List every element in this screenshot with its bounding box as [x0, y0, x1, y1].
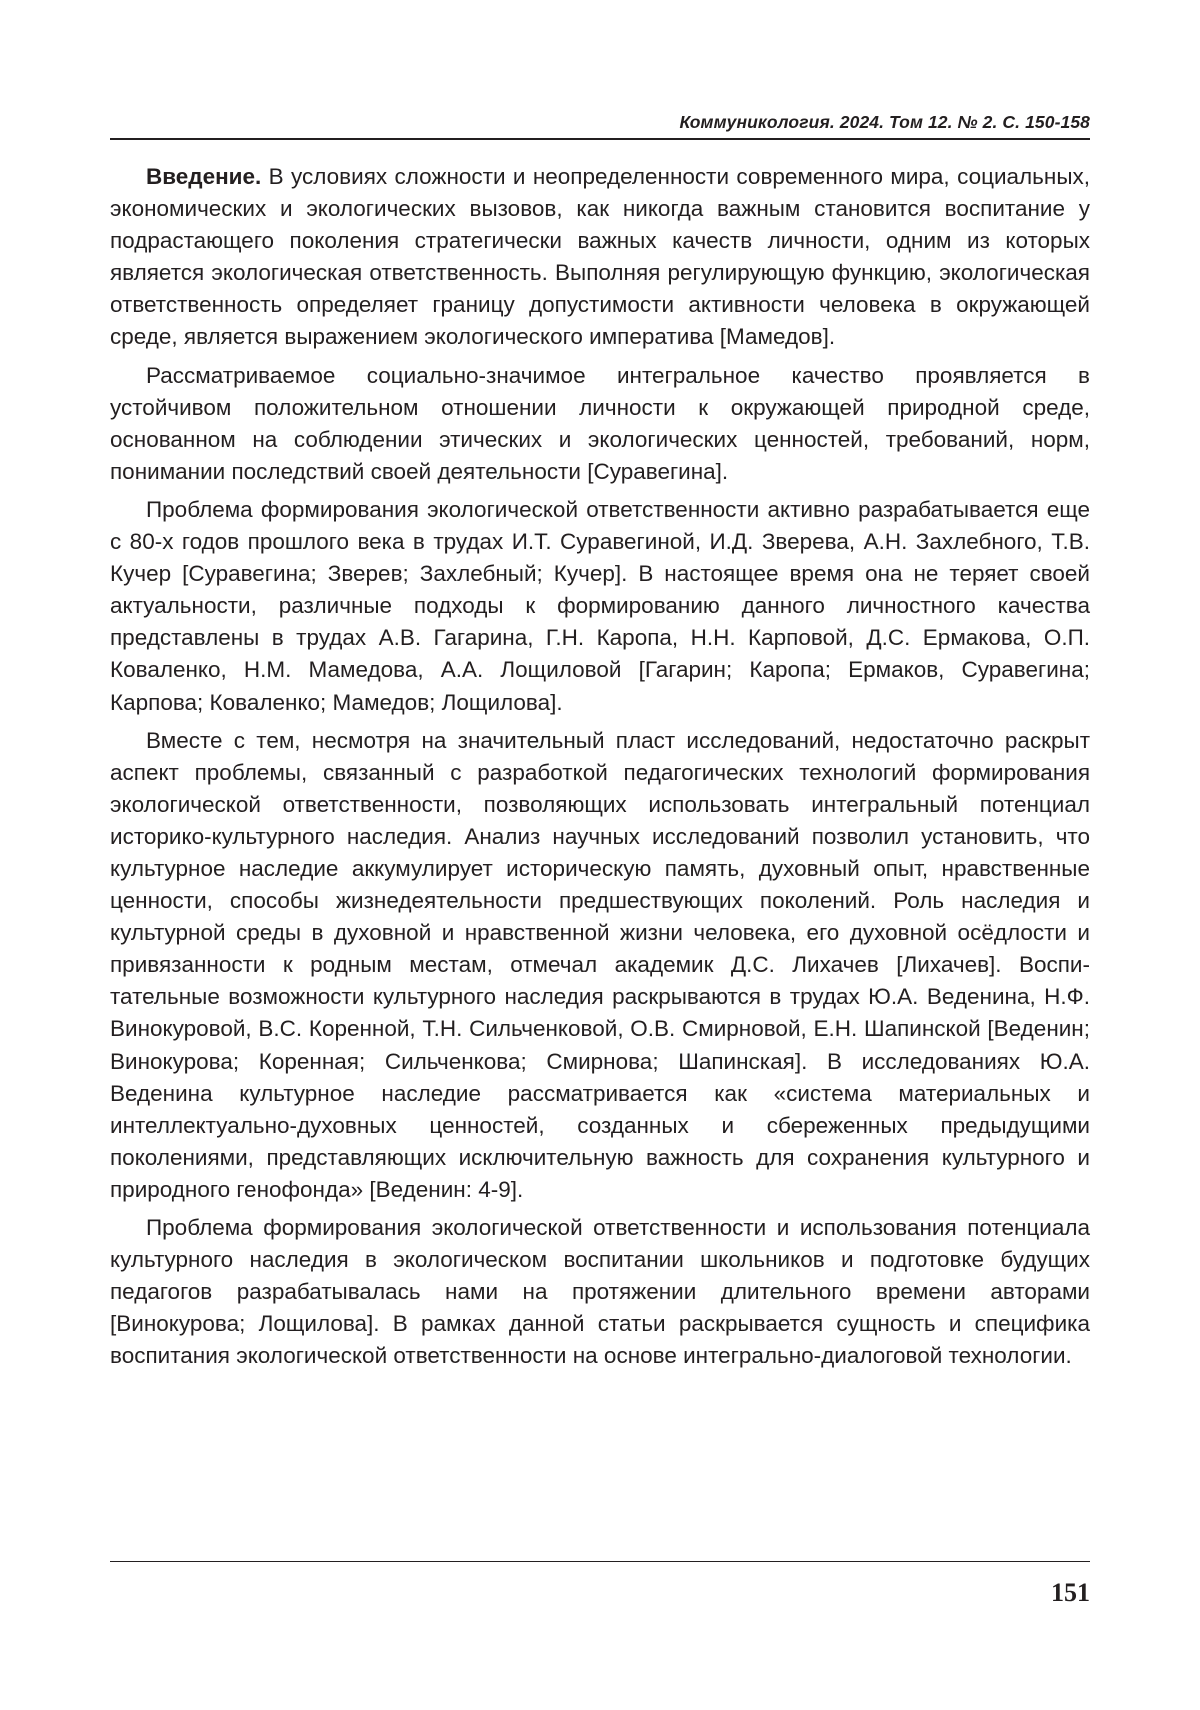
- paragraph-3: Проблема формирования экологической ответственности активно разрабатывается еще с 80-х годов прошлого века в трудах И.Т. Суравегиной, И.Д. Зверева, А.Н. Захлебного, Т.В. Кучер [Суравегина; Зверев; Захлебный; Кучер]. В настоящее время она не теряет своей актуальности, различные подходы к формированию данного личностного качества представлены в трудах А.В. Гагарина, Г.Н. Каропа, Н.Н. Карповой, Д.С. Ермакова, О.П. Коваленко, Н.М. Мамедова, А.А. Лощиловой [Гагарин; Каропа; Ермаков, Суравегина; Карпова; Коваленко; Мамедов; Лощилова].: [110, 496, 1090, 715]
- article-body: [110, 161, 1090, 1378]
- paragraph-4: Вместе с тем, несмотря на значительный пласт исследований, недостаточно раскрыт аспект проблемы, связанный с разработкой педагогических технологий формирования экологической ответственности, позволяющих использовать интегральный потенциал историко-культурного наследия. Анализ научных исследований позволил установить, что культурное наследие аккумулирует историческую память, духовный опыт, нравственные ценности, способы жизнедеятельности предшествующих поколений. Роль наследия и культурной среды в духовной и нравственной жизни человека, его духовной осёдлости и привязанности к родным местам, отмечал академик Д.С. Лихачев [Лихачев]. Воспитательные возможности культурного наследия раскрываются в трудах Ю.А. Веденина, Н.Ф. Винокуровой, В.С. Коренной, Т.Н. Сильченковой, О.В. Смирновой, Е.Н. Шапинской [Веденин; Винокурова; Коренная; Сильченкова; Смирнова; Шапинская]. В исследованиях Ю.А. Веденина культурное наследие рассматривается как «система материальных и интеллектуально-духовных ценностей, созданных и сбереженных предыдущими поколениями, представляющих исключительную важность для сохранения культурного и природного генофонда» [Веденин: 4-9].: [110, 727, 1090, 1202]
- section-heading-introduction: Введение.: [146, 164, 262, 189]
- paragraph-introduction: [110, 161, 1090, 354]
- paragraph-2: Рассматриваемое социально-значимое интегральное качество проявляется в устойчивом положительном отношении личности к окружающей природной среде, основанном на соблюдении этических и экологических ценностей, требований, норм, понимании последствий своей деятельности [Суравегина].: [110, 362, 1090, 484]
- page-number: 151: [1051, 1578, 1090, 1607]
- running-header-citation: Коммуникология. 2024. Том 12. № 2. С. 150-158: [679, 112, 1090, 132]
- footer-divider: [110, 1561, 1090, 1562]
- header-divider: [110, 138, 1090, 140]
- paragraph-5: Проблема формирования экологической ответственности и использования потенциала культурного наследия в экологическом воспитании школьников и подготовке будущих педагогов разрабатывалась нами на протяжении длительного времени авторами [Винокурова; Лощилова]. В рамках данной статьи раскрывается сущность и специфика воспитания экологической ответственности на основе интегрально-диалоговой технологии.: [110, 1215, 1090, 1369]
- paragraph-introduction-text: В условиях сложности и неопределенности современного мира, социальных, экономических и экологических вызовов, как никогда важным становится воспитание у подрастающего поколения стратегически важных качеств личности, одним из которых является экологическая ответственность. Выполняя регулирующую функцию, экологическая ответственность определяет границу допустимости активности человека в окружающей среде, является выражением экологического императива [Мамедов].: [110, 164, 1090, 350]
